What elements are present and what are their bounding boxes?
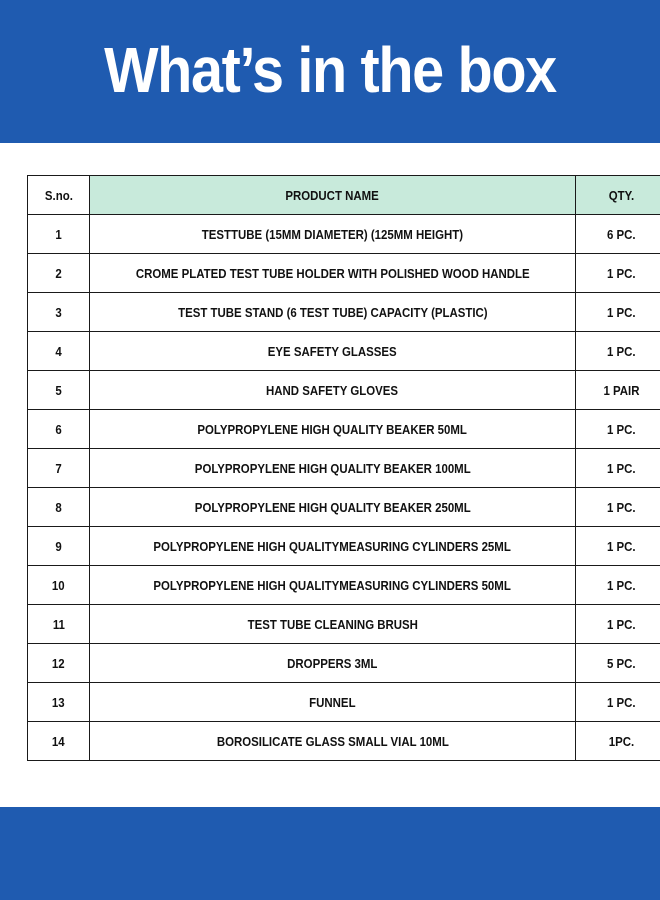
cell-product-name <box>90 722 576 761</box>
cell-sno <box>28 488 90 527</box>
column-header-product-name <box>90 176 576 215</box>
table-row <box>28 722 660 761</box>
cell-product-name-text: EYE SAFETY GLASSES <box>268 343 397 359</box>
cell-product-name <box>90 332 576 371</box>
cell-qty-text: 1 PC. <box>606 577 636 593</box>
cell-sno <box>28 254 90 293</box>
cell-product-name <box>90 488 576 527</box>
cell-sno-text: 8 <box>55 499 62 515</box>
cell-product-name-text: TEST TUBE CLEANING BRUSH <box>247 616 418 632</box>
cell-product-name-text: POLYPROPYLENE HIGH QUALITY BEAKER 250ML <box>194 499 471 515</box>
cell-sno-text: 10 <box>52 577 65 593</box>
cell-product-name-text: POLYPROPYLENE HIGH QUALITY BEAKER 100ML <box>194 460 471 476</box>
cell-qty-text: 5 PC. <box>606 655 636 671</box>
cell-qty <box>576 332 660 371</box>
contents-table <box>27 175 660 761</box>
cell-qty-text: 1 PC. <box>606 265 636 281</box>
cell-sno-text: 6 <box>55 421 62 437</box>
cell-sno <box>28 683 90 722</box>
table-row <box>28 332 660 371</box>
cell-product-name <box>90 410 576 449</box>
column-header-qty <box>576 176 660 215</box>
cell-sno-text: 12 <box>52 655 65 671</box>
cell-qty <box>576 293 660 332</box>
table-row <box>28 371 660 410</box>
cell-product-name-text: FUNNEL <box>309 694 356 710</box>
table-row <box>28 644 660 683</box>
table-row <box>28 488 660 527</box>
table-row <box>28 527 660 566</box>
cell-sno-text: 9 <box>55 538 62 554</box>
cell-qty <box>576 254 660 293</box>
footer-banner <box>0 807 660 900</box>
cell-product-name <box>90 566 576 605</box>
column-header-qty-label: QTY. <box>608 187 634 203</box>
cell-sno <box>28 644 90 683</box>
column-header-sno <box>28 176 90 215</box>
cell-sno <box>28 449 90 488</box>
table-body <box>28 215 660 761</box>
cell-sno-text: 2 <box>55 265 62 281</box>
cell-product-name <box>90 527 576 566</box>
table-row <box>28 605 660 644</box>
cell-qty-text: 1 PC. <box>606 616 636 632</box>
table-row <box>28 449 660 488</box>
cell-product-name-text: CROME PLATED TEST TUBE HOLDER WITH POLISHED WOOD HANDLE <box>135 265 530 281</box>
cell-product-name-text: TESTTUBE (15MM DIAMETER) (125MM HEIGHT) <box>201 226 464 242</box>
cell-product-name-text: DROPPERS 3ML <box>287 655 378 671</box>
cell-qty <box>576 371 660 410</box>
cell-qty-text: 1 PC. <box>606 460 636 476</box>
cell-product-name <box>90 215 576 254</box>
cell-sno-text: 3 <box>55 304 62 320</box>
cell-qty-text: 1 PC. <box>606 343 636 359</box>
cell-sno <box>28 371 90 410</box>
header-banner <box>0 0 660 143</box>
cell-sno <box>28 410 90 449</box>
cell-product-name-text: BOROSILICATE GLASS SMALL VIAL 10ML <box>216 733 449 749</box>
cell-qty <box>576 215 660 254</box>
cell-qty <box>576 605 660 644</box>
cell-product-name <box>90 371 576 410</box>
cell-product-name-text: POLYPROPYLENE HIGH QUALITYMEASURING CYLINDERS 50ML <box>153 577 512 593</box>
cell-sno-text: 4 <box>55 343 62 359</box>
cell-sno <box>28 566 90 605</box>
cell-qty-text: 1 PAIR <box>602 382 640 398</box>
table-header-row <box>28 176 660 215</box>
column-header-product-name-label: PRODUCT NAME <box>285 187 380 203</box>
cell-product-name <box>90 683 576 722</box>
cell-qty <box>576 527 660 566</box>
cell-qty-text: 1 PC. <box>606 694 636 710</box>
table-row <box>28 293 660 332</box>
cell-qty-text: 1 PC. <box>606 499 636 515</box>
cell-qty-text: 1 PC. <box>606 421 636 437</box>
cell-qty-text: 1 PC. <box>606 538 636 554</box>
cell-qty <box>576 410 660 449</box>
cell-product-name <box>90 449 576 488</box>
cell-qty <box>576 644 660 683</box>
column-header-sno-label: S.no. <box>44 187 73 203</box>
cell-qty <box>576 449 660 488</box>
cell-product-name <box>90 293 576 332</box>
table-row <box>28 215 660 254</box>
cell-sno-text: 7 <box>55 460 62 476</box>
cell-product-name-text: POLYPROPYLENE HIGH QUALITYMEASURING CYLINDERS 25ML <box>153 538 512 554</box>
cell-qty <box>576 722 660 761</box>
page-title: What’s in the box <box>104 34 556 106</box>
cell-qty-text: 1PC. <box>608 733 634 749</box>
cell-product-name-text: POLYPROPYLENE HIGH QUALITY BEAKER 50ML <box>197 421 468 437</box>
cell-sno-text: 5 <box>55 382 62 398</box>
cell-product-name <box>90 605 576 644</box>
cell-qty <box>576 566 660 605</box>
cell-qty-text: 1 PC. <box>606 304 636 320</box>
cell-product-name <box>90 254 576 293</box>
table-row <box>28 410 660 449</box>
cell-sno-text: 13 <box>52 694 65 710</box>
cell-sno <box>28 332 90 371</box>
cell-qty <box>576 488 660 527</box>
cell-sno-text: 11 <box>52 616 65 632</box>
table-row <box>28 254 660 293</box>
cell-qty <box>576 683 660 722</box>
table-row <box>28 566 660 605</box>
cell-sno <box>28 605 90 644</box>
cell-sno <box>28 722 90 761</box>
cell-sno <box>28 293 90 332</box>
cell-sno <box>28 215 90 254</box>
cell-product-name <box>90 644 576 683</box>
cell-sno <box>28 527 90 566</box>
cell-sno-text: 1 <box>55 226 62 242</box>
cell-product-name-text: TEST TUBE STAND (6 TEST TUBE) CAPACITY (PLASTIC) <box>177 304 488 320</box>
cell-qty-text: 6 PC. <box>606 226 636 242</box>
table-header <box>28 176 660 215</box>
table-row <box>28 683 660 722</box>
cell-sno-text: 14 <box>52 733 65 749</box>
cell-product-name-text: HAND SAFETY GLOVES <box>266 382 399 398</box>
